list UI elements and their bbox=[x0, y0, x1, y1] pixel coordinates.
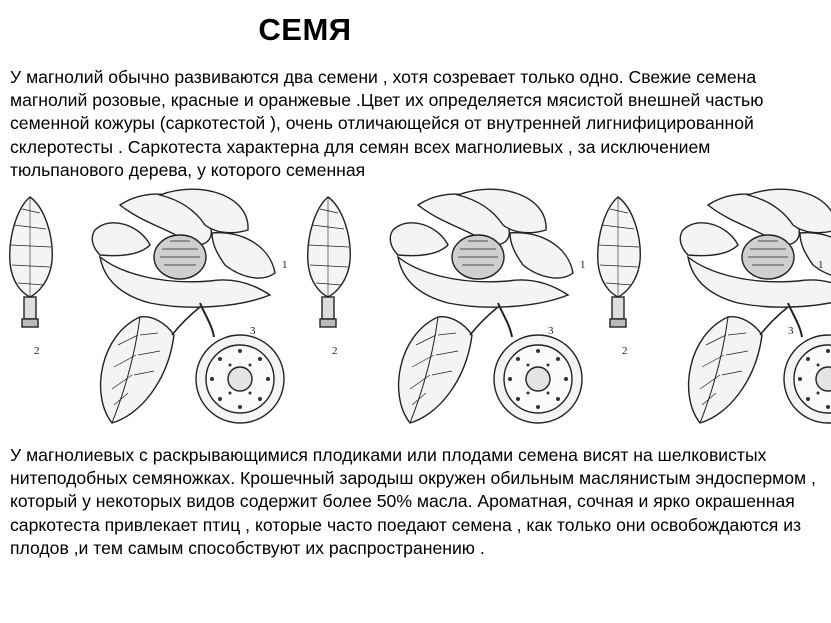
magnolia-plate bbox=[298, 185, 598, 441]
label-cone: 2 bbox=[622, 345, 628, 357]
magnolia-plate bbox=[588, 185, 831, 441]
illustration-strip bbox=[0, 185, 831, 441]
label-flower: 1 bbox=[282, 259, 288, 271]
magnolia-drawing bbox=[588, 185, 831, 441]
label-section: 3 bbox=[250, 325, 256, 337]
page-title: СЕМЯ bbox=[258, 12, 352, 47]
label-section: 3 bbox=[788, 325, 794, 337]
label-cone: 2 bbox=[332, 345, 338, 357]
label-section: 3 bbox=[548, 325, 554, 337]
magnolia-drawing bbox=[0, 185, 300, 441]
intro-paragraph: У магнолий обычно развиваются два семени , хотя созревает только одно. Свежие семена магнолий розовые, красные и оранжевые .Цвет их определяется мясистой внешней частью семенной кожуры (саркотестой ), очень отличающейся от внутренней лигнифицированной склеротесты . Саркотеста характерна для семян всех магнолиевых , за исключением тюльпанового дерева, у которого семенная bbox=[10, 67, 764, 180]
magnolia-drawing bbox=[298, 185, 598, 441]
body-paragraph: У магнолиевых с раскрывающимися плодиками или плодами семена висят на шелковистых нитеподобных семяножках. Крошечный зародыш окружен обильным маслянистым эндоспермом , который у некоторых видов содержит более 50% масла. Ароматная, сочная и ярко окрашенная саркотеста привлекает птиц , которые часто поедают семена , как только они освобождаются из плодов ,и тем самым способствуют их распространению . bbox=[10, 445, 816, 558]
magnolia-plate bbox=[0, 185, 300, 441]
label-flower: 1 bbox=[818, 259, 824, 271]
label-flower: 1 bbox=[580, 259, 586, 271]
label-cone: 2 bbox=[34, 345, 40, 357]
